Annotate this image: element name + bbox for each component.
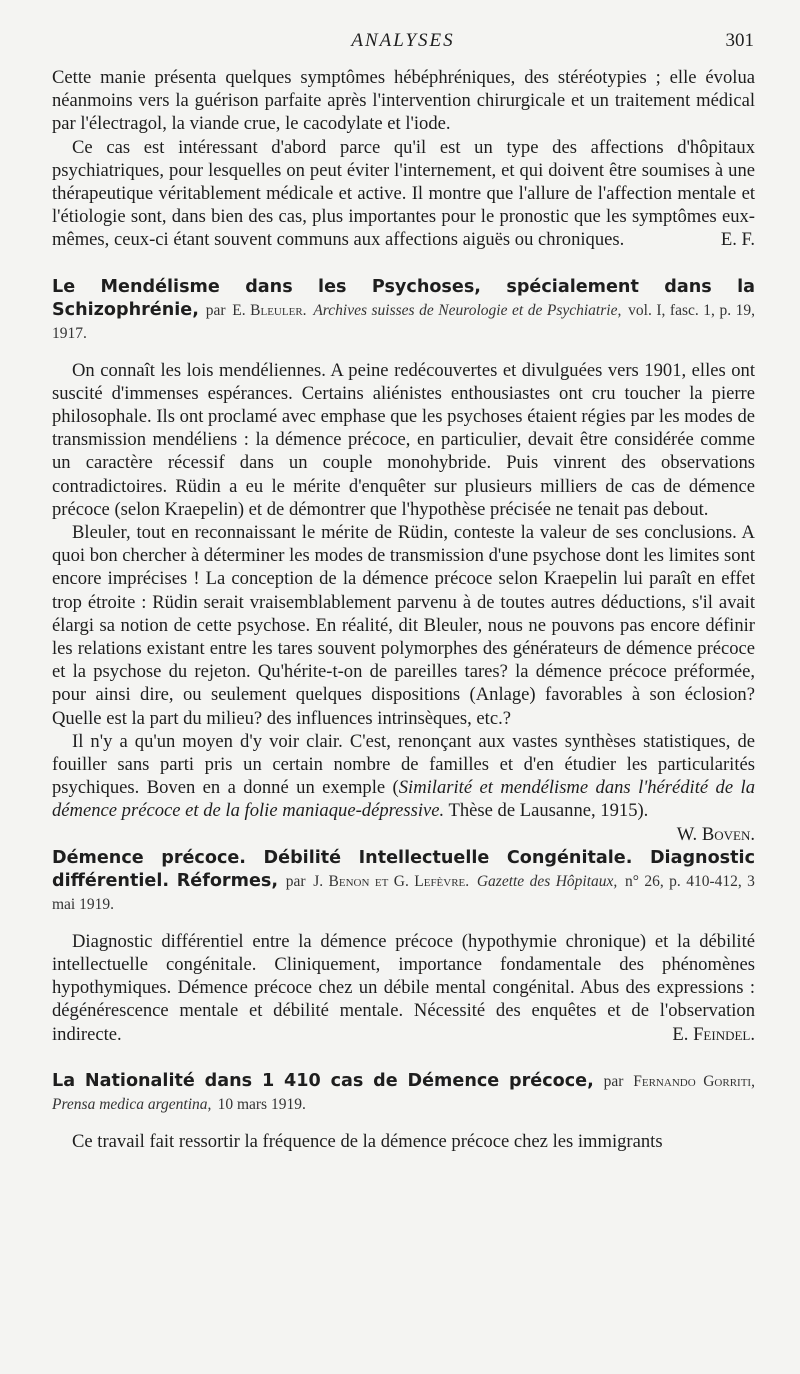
paragraph bbox=[52, 730, 755, 845]
article-title-text: Démence précoce. Débilité Intellectuelle Congénitale. Diagnostic différentiel. Réformes, bbox=[52, 847, 755, 891]
ref-by: par bbox=[603, 1072, 624, 1090]
paragraph bbox=[52, 930, 755, 1046]
review-nationalite bbox=[52, 1070, 755, 1153]
article-title-text: Le Mendélisme dans les Psychoses, spécialement dans la Schizophrénie, bbox=[52, 276, 755, 320]
article-title bbox=[52, 276, 755, 345]
review-mendelisme bbox=[52, 276, 755, 845]
article-journal: Gazette des Hôpitaux, bbox=[476, 872, 618, 890]
continued-review bbox=[52, 66, 755, 252]
running-title: ANALYSES bbox=[351, 30, 455, 51]
page-number: 301 bbox=[725, 30, 754, 51]
article-title bbox=[52, 847, 755, 916]
thesis-title: Similarité et mendélisme dans l'hérédité de la démence précoce et de la folie maniaque-dépressive. bbox=[52, 777, 755, 822]
page-body bbox=[52, 66, 755, 1153]
article-details: 10 mars 1919. bbox=[217, 1095, 306, 1113]
review-demence-precoce bbox=[52, 847, 755, 1046]
page-header bbox=[52, 30, 754, 60]
reviewer-signature: E. Feindel. bbox=[672, 1023, 755, 1045]
paragraph: Cette manie présenta quelques symptômes hébéphréniques, des stéréotypies ; elle évolua néanmoins vers la guérison parfaite après l'intervention chirurgicale et un traitement médical par l'électragol, la viande crue, le cacodylate et l'iode. bbox=[52, 67, 755, 135]
paragraph-text: Ce cas est intéressant d'abord parce qu'il est un type des affections d'hôpitaux psychiatriques, pour lesquelles on peut éviter l'internement, et qui doivent être soumises à une thérapeutique véritablement médicale et active. Il montre que l'allure de l'affection mentale et l'étiologie sont, dans bien des cas, plus importantes pour le pronostic que les symptômes eux-mêmes, ceux-ci étant souvent communs aux affections aiguës ou chroniques. bbox=[52, 136, 755, 251]
paragraph: Bleuler, tout en reconnaissant le mérite de Rüdin, conteste la valeur de ses conclusions. A quoi bon chercher à déterminer les modes de transmission d'une psychose dont les limites sont encore imprécises ! La conception de la démence précoce selon Kraepelin lui paraît en effet trop étroite : Rüdin serait vraisemblablement parvenu à de toutes autres déductions, s'il avait élargi sa notion de cette psychose. En réalité, dit Bleuler, nous ne pouvons pas encore définir les relations existant entre les tares souvent polymorphes des générateurs de démence précoce et la psychose du rejeton. Qu'hérite-t-on de pareilles tares? la démence précoce préformée, pour ainsi dire, ou seulement quelques dispositions (Anlage) favorables à son éclosion? Quelle est la part du milieu? des influences intrinsèques, etc.? bbox=[52, 522, 755, 729]
paragraph: Ce travail fait ressortir la fréquence de la démence précoce chez les immigrants bbox=[72, 1130, 663, 1152]
paragraph-text: Il n'y a qu'un moyen d'y voir clair. C'est, renonçant aux vastes synthèses statistiques, de fouiller sans parti pris un certain nombre de familles et d'en étudier les particularités psychiques. Boven en a donné un exemple ( bbox=[52, 730, 755, 799]
ref-by: par bbox=[285, 872, 306, 890]
article-journal: Prensa medica argentina, bbox=[52, 1095, 212, 1113]
article-title-text: La Nationalité dans 1 410 cas de Démence précoce, bbox=[52, 1070, 594, 1091]
article-author: Fernando Gorriti, bbox=[633, 1072, 755, 1090]
article-details: n° 26, p. 410-412, 3 mai 1919. bbox=[52, 872, 755, 913]
article-author: J. Benon et G. Lefèvre. bbox=[313, 872, 470, 890]
paragraph bbox=[52, 136, 755, 252]
article-details: vol. I, fasc. 1, p. 19, 1917. bbox=[52, 301, 755, 342]
reviewer-signature: E. F. bbox=[720, 229, 755, 251]
paragraph-text: Diagnostic différentiel entre la démence précoce (hypothymie chronique) et la débilité intellectuelle congénitale. Cliniquement, importance fondamentale des phénomènes hypothymiques. Démence précoce chez un débile mental congénital. Abus des expressions : dégénérescence mentale et débilité mentale. Nécessité des enquêtes et de l'observation indirecte. bbox=[52, 930, 755, 1045]
paragraph: On connaît les lois mendéliennes. A peine redécouvertes et divulguées vers 1901, elles ont suscité d'immenses espérances. Certains aliénistes enthousiastes ont cru toucher la pierre philosophale. Ils ont proclamé avec emphase que les psychoses étaient régies par les modes de transmission mendéliens : la démence précoce, en particulier, devait être considérée comme un caractère récessif dans un couple monohybride. Puis vinrent des observations contradictoires. Rüdin a eu le mérite d'enquêter sur plusieurs milliers de cas de démence précoce (selon Kraepelin) et de démontrer que l'hypothèse précisée ne tenait pas debout. bbox=[52, 359, 755, 520]
reviewer-signature: W. Boven. bbox=[676, 823, 755, 845]
article-journal: Archives suisses de Neurologie et de Psychiatrie, bbox=[313, 301, 622, 319]
thesis-details: Thèse de Lausanne, 1915). bbox=[448, 800, 649, 822]
article-author: E. Bleuler. bbox=[232, 301, 307, 319]
article-title bbox=[52, 1070, 755, 1116]
ref-by: par bbox=[205, 301, 226, 319]
